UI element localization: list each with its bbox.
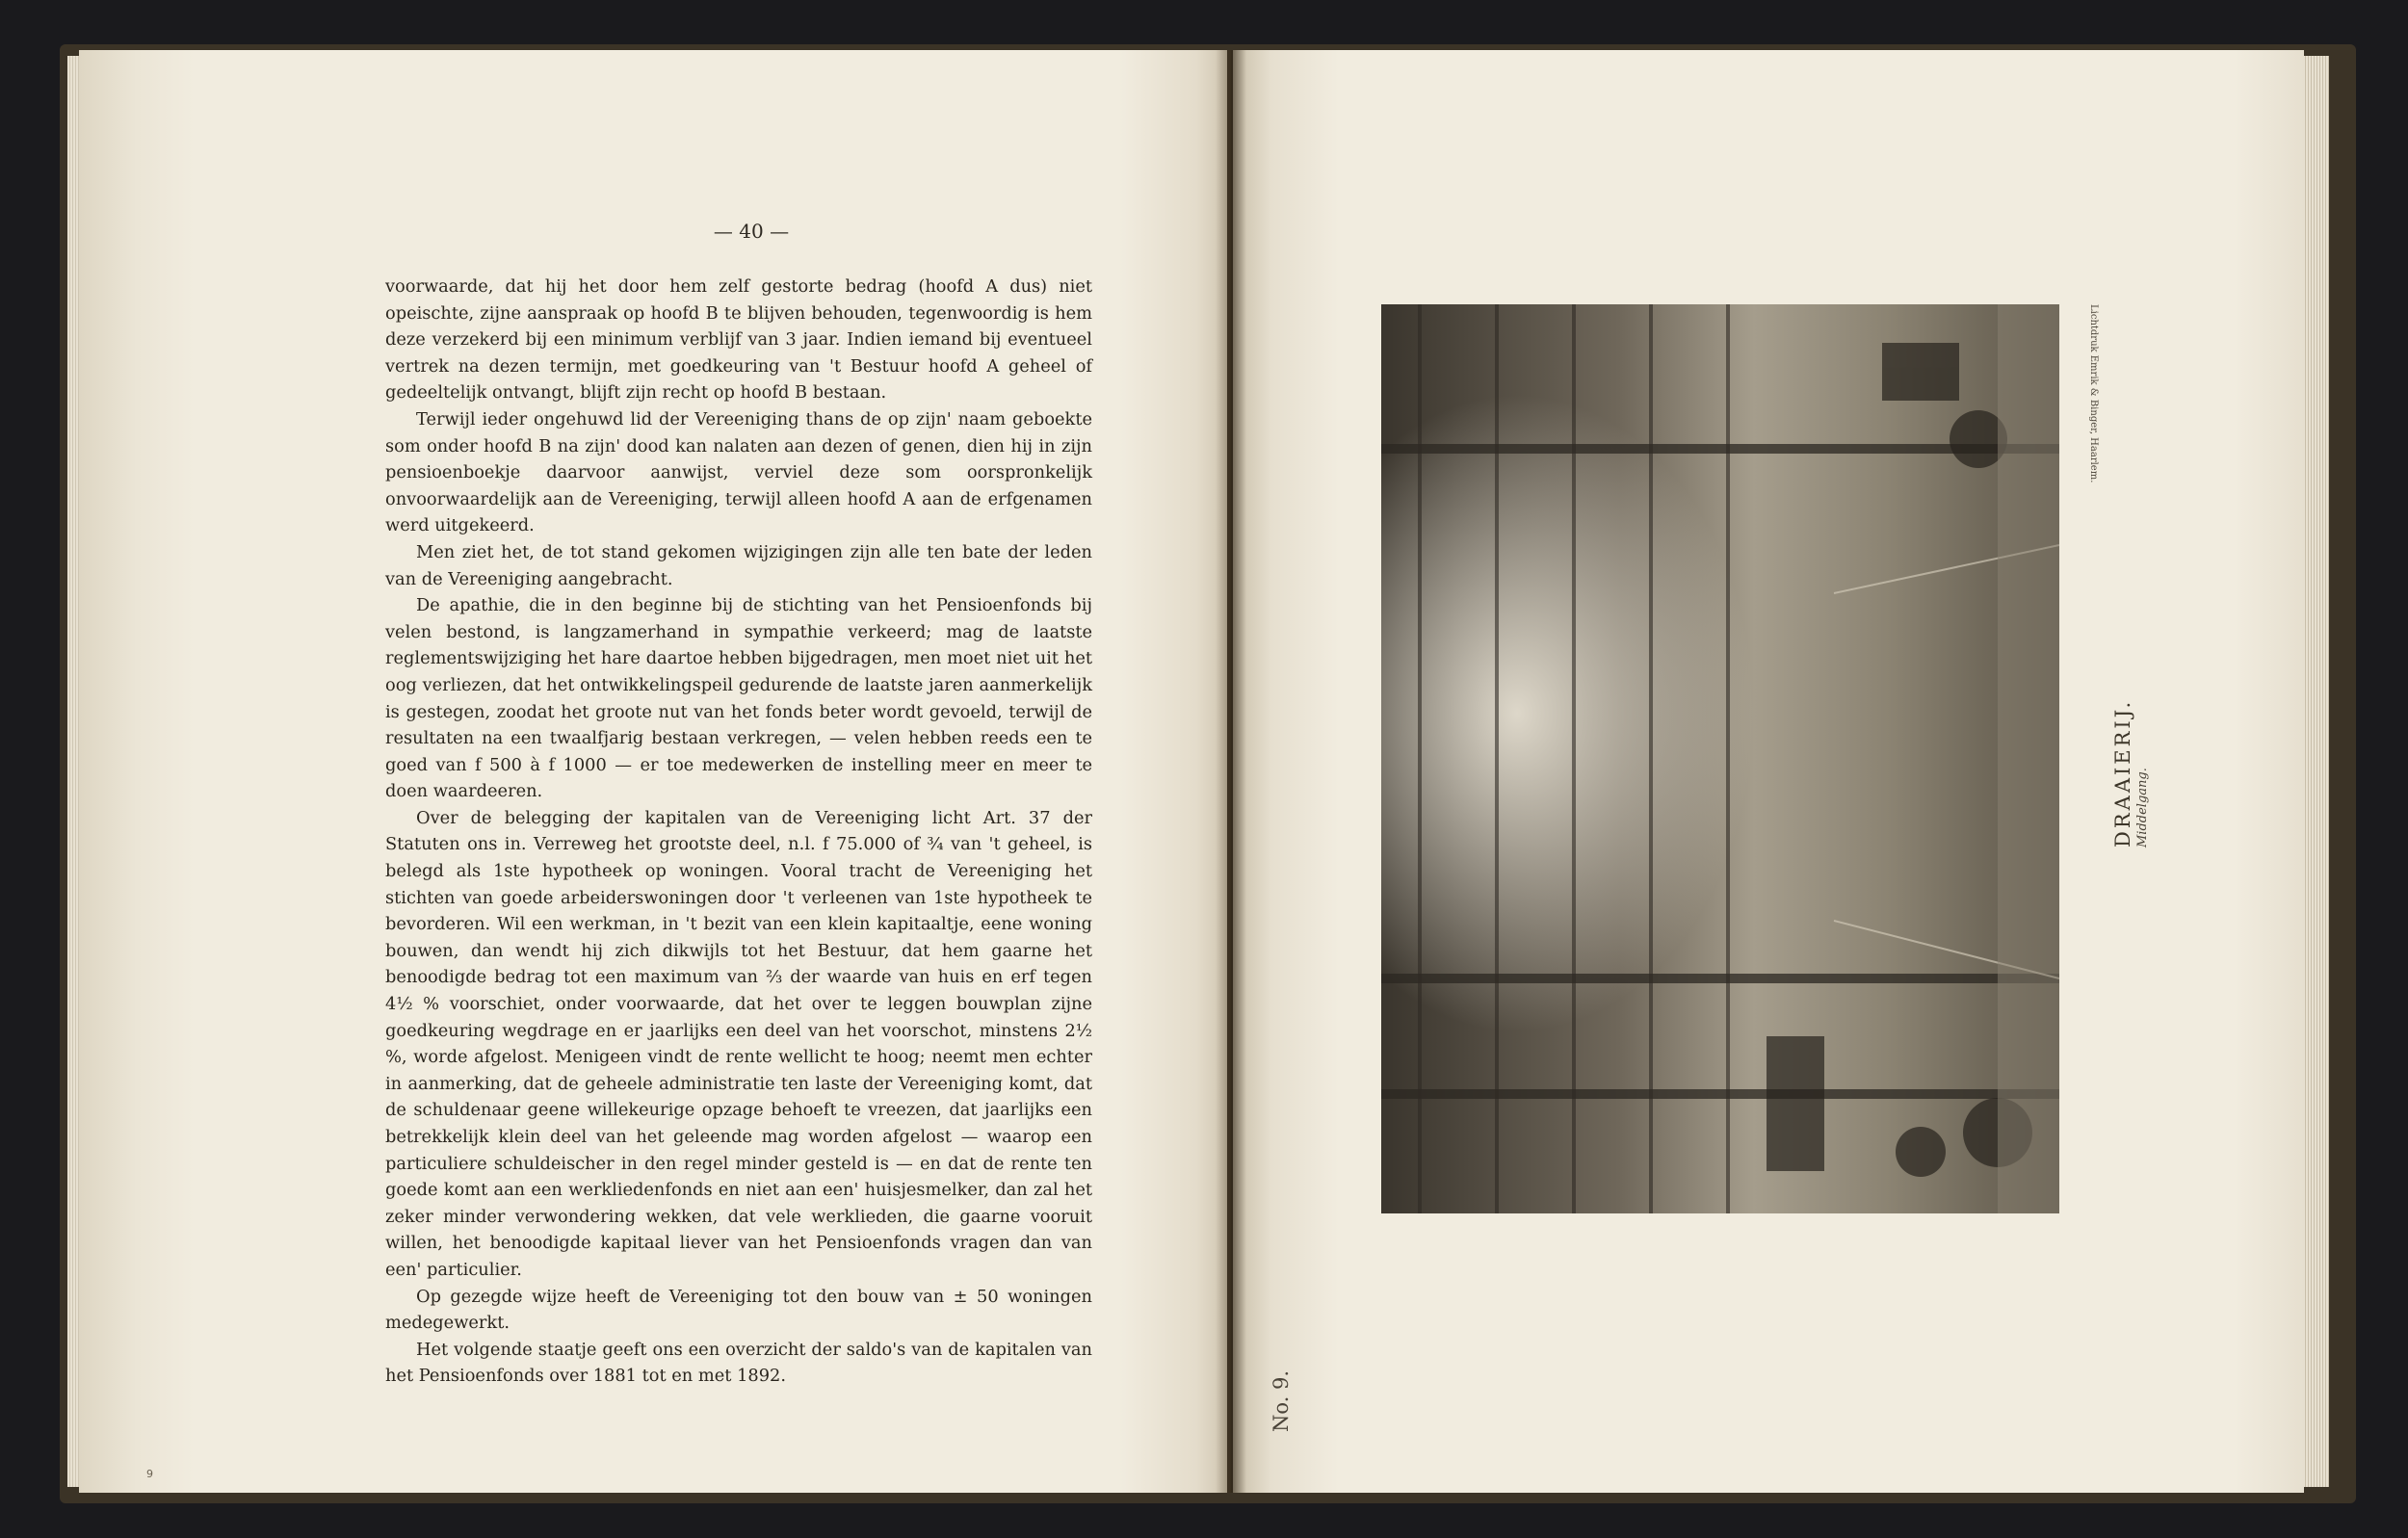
plate-number: No. 9.: [1269, 1369, 1293, 1433]
right-page-edges: [2300, 56, 2329, 1487]
paragraph: Over de belegging der kapitalen van de Vereeniging licht Art. 37 der Statuten ons in. Verreweg het grootste deel, n.l. f 75.000 of ¾ van 't geheel, is belegd als 1ste hypotheek op woningen. Vooral tracht de Vereeniging het stichten van goede arbeiderswoningen door 't verleenen van 1ste hypotheek te bevorderen. Wil een werkman, in 't bezit van een klein kapitaaltje, eene woning bouwen, dan wendt hij zich dikwijls tot het Bestuur, dat hem gaarne het benoodigde bedrag tot een maximum van ⅔ der waarde van huis en erf tegen 4½ % voorschiet, onder voorwaarde, dat het over te leggen bouwplan zijne goedkeuring wegdrage en er jaarlijks een deel van het voorschot, minstens 2½ %, worde afgelost. Menigeen vindt de rente wellicht te hoog; neemt men echter in aanmerking, dat de geheele administratie ten laste der Vereeniging komt, dat de schuldenaar geene willekeurige opzage behoeft te vreezen, dat jaarlijks een betrekkelijk klein deel van het geleende mag worden afgelost — waarop een particuliere schuldeischer in den regel minder gesteld is — en dat de rente ten goede komt aan een werkliedenfonds en niet aan een' huisjesmelker, dan zal het zeker minder verwondering wekken, dat vele werklieden, die gaarne vooruit willen, het benoodigde kapitaal liever van het Pensioenfonds vragen dan van een' particulier.: [385, 807, 1092, 1280]
caption-title: DRAAIERIJ.: [2111, 698, 2134, 847]
paragraph: Het volgende staatje geeft ons een overzicht der saldo's van de kapitalen van het Pensioenfonds over 1881 tot en met 1892.: [385, 1339, 1092, 1387]
margin-mark: 9: [146, 1468, 153, 1480]
book-gutter: [1216, 50, 1246, 1493]
caption-subtitle: Middelgang.: [2135, 768, 2150, 847]
photo-credit: Lichtdruk Emrik & Binger, Haarlem.: [2088, 304, 2099, 483]
photo-caption: [2111, 674, 2179, 847]
paragraph: De apathie, die in den beginne bij de stichting van het Pensioenfonds bij velen bestond, is langzamerhand in sympathie verkeerd; mag de laatste reglementswijziging het hare daartoe hebben bijgedragen, men moet niet uit het oog verliezen, dat het ontwikkelingspeil gedurende de laatste jaren aanmerkelijk is gestegen, zoodat het groote nut van het fonds beter wordt gevoeld, terwijl de resultaten na een twaalfjarig bestaan verkregen, — velen hebben reeds een te goed van f 500 à f 1000 — er toe medewerken de instelling meer en meer te doen waardeeren.: [385, 595, 1092, 802]
body-text: [385, 274, 1092, 1390]
paragraph: Op gezegde wijze heeft de Vereeniging tot den bouw van ± 50 woningen medegewerkt.: [385, 1286, 1092, 1334]
paragraph: Men ziet het, de tot stand gekomen wijzigingen zijn alle ten bate der leden van de Vereeniging aangebracht.: [385, 541, 1092, 589]
page-number: — 40 —: [713, 220, 790, 243]
factory-photograph: [1381, 304, 2059, 1213]
paragraph: Terwijl ieder ongehuwd lid der Vereeniging thans de op zijn' naam geboekte som onder hoofd B na zijn' dood kan nalaten aan dezen of genen, dien hij in zijn pensioenboekje daarvoor aanwijst, verviel deze som oorspronkelijk onvoorwaardelijk aan de Vereeniging, terwijl alleen hoofd A aan de erfgenamen werd uitgekeerd.: [385, 408, 1092, 536]
paragraph: voorwaarde, dat hij het door hem zelf gestorte bedrag (hoofd A dus) niet opeischte, zijne aanspraak op hoofd B te blijven behouden, tegenwoordig is hem deze verzekerd bij een minimum verblijf van 3 jaar. Indien iemand bij eventueel vertrek na dezen termijn, met goedkeuring van 't Bestuur hoofd A geheel of gedeeltelijk ontvangt, blijft zijn recht op hoofd B bestaan.: [385, 276, 1092, 404]
